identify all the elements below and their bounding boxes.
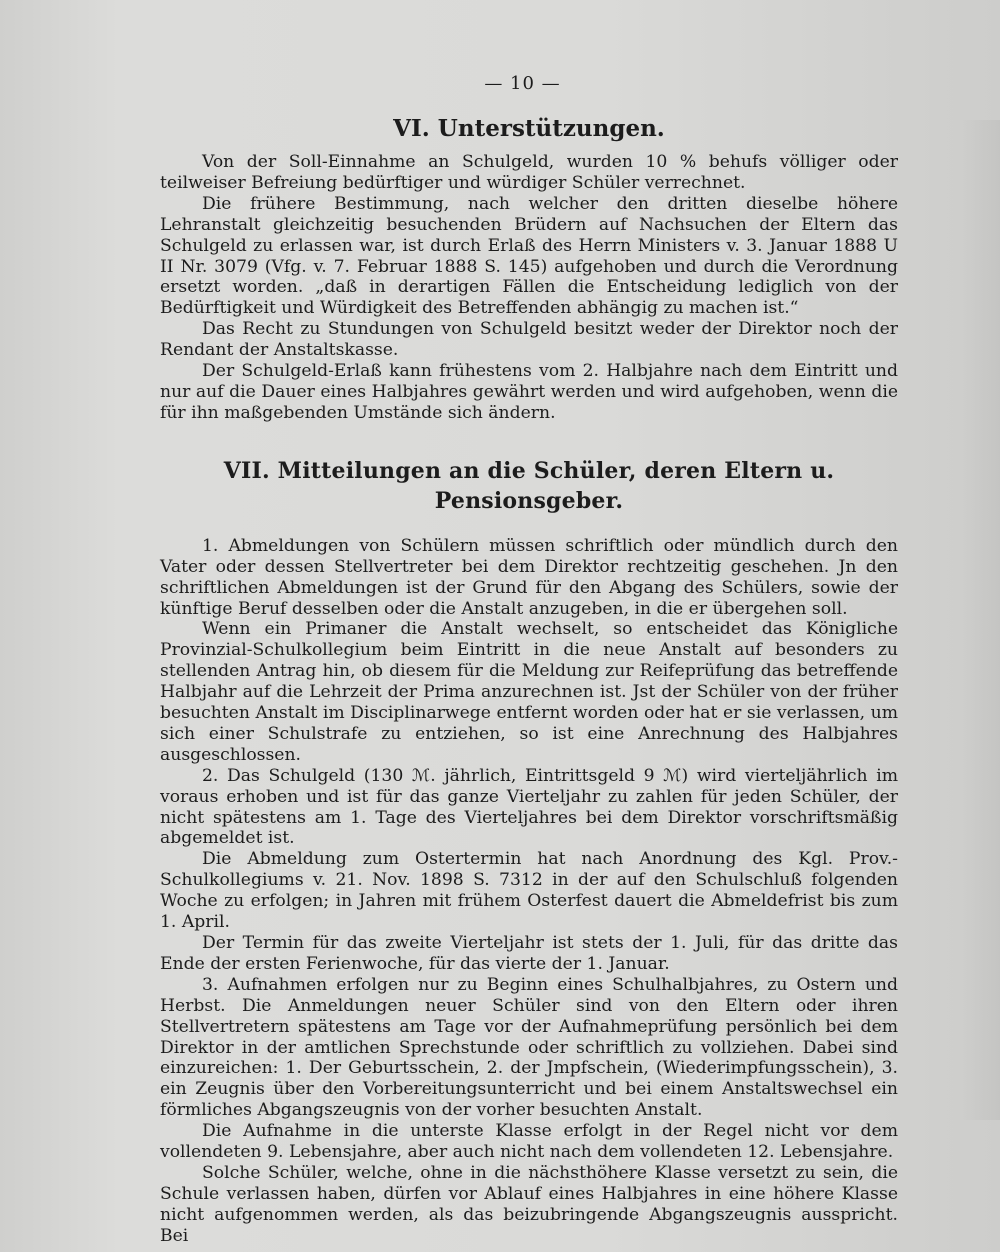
page-content — [160, 110, 898, 1247]
section-vi-heading: VI. Unterstützungen. — [393, 115, 665, 142]
section-vii-paragraph-1: 1. Abmeldungen von Schülern müssen schriftlich oder mündlich durch den Vater oder dessen Stellvertreter bei dem Direktor rechtzeitig geschehen. Jn den schriftlichen Abmeldungen ist der Grund für den Abgang des Schülers, sowie der künftige Beruf desselben oder die Anstalt anzugeben, in die er übergehen soll. — [160, 535, 898, 619]
section-vii-paragraph-3: 2. Das Schulgeld (130 ℳ. jährlich, Eintrittsgeld 9 ℳ) wird vierteljährlich im voraus erhoben und ist für das ganze Vierteljahr zu zahlen für jeden Schüler, der nicht spätestens am 1. Tage des Vierteljahres bei dem Direktor vorschriftsmäßig abgemeldet ist. — [160, 765, 898, 849]
section-vii-paragraph-8: Solche Schüler, welche, ohne in die nächsthöhere Klasse versetzt zu sein, die Schule verlassen haben, dürfen vor Ablauf eines Halbjahres in eine höhere Klasse nicht aufgenommen werden, als das beizubringende Abgangszeugnis ausspricht. Bei — [160, 1162, 898, 1246]
section-vii-paragraph-6: 3. Aufnahmen erfolgen nur zu Beginn eines Schulhalbjahres, zu Ostern und Herbst. Die Anmeldungen neuer Schüler sind von den Eltern oder ihren Stellvertretern spätestens am Tage vor der Aufnahmeprüfung persönlich bei dem Direktor in der amtlichen Sprechstunde oder schriftlich zu vollziehen. Dabei sind einzureichen: 1. Der Geburtsschein, 2. der Jmpfschein, (Wiederimpfungsschein), 3. ein Zeugnis über den Vorbereitungsunterricht und bei einem Anstaltswechsel ein förmliches Abgangszeugnis von der vorher besuchten Anstalt. — [160, 974, 898, 1121]
section-vi-paragraph-4: Der Schulgeld-Erlaß kann frühestens vom 2. Halbjahre nach dem Eintritt und nur auf die Dauer eines Halbjahres gewährt werden und wird aufgehoben, wenn die für ihn maßgebenden Umstände sich ändern. — [160, 361, 898, 423]
section-vii-paragraph-7: Die Aufnahme in die unterste Klasse erfolgt in der Regel nicht vor dem vollendeten 9. Lebensjahre, aber auch nicht nach dem vollendeten 12. Lebensjahre. — [160, 1121, 898, 1163]
section-vii-heading: VII. Mitteilungen an die Schüler, deren Eltern u. Pensionsgeber. — [223, 457, 835, 514]
section-vi-paragraph-1: Von der Soll-Einnahme an Schulgeld, wurden 10 % behufs völliger oder teilweiser Befreiung bedürftiger und würdiger Schüler verrechnet. — [160, 152, 898, 193]
section-vii-paragraph-2: Wenn ein Primaner die Anstalt wechselt, so entscheidet das Königliche Provinzial-Schulkollegium beim Eintritt in die neue Anstalt auf besonders zu stellenden Antrag hin, ob diesem für die Meldung zur Reifeprüfung das betreffende Halbjahr auf die Lehrzeit der Prima anzurechnen ist. Jst der Schüler von der früher besuchten Anstalt im Disciplinarwege entfernt worden oder hat er sie verlassen, um sich einer Schulstrafe zu entziehen, so ist eine Anrechnung des Halbjahres ausgeschlossen. — [160, 619, 898, 765]
section-vi-paragraph-2: Die frühere Bestimmung, nach welcher den dritten dieselbe höhere Lehranstalt gleichzeitig besuchenden Brüdern auf Nachsuchen der Eltern das Schulgeld zu erlassen war, ist durch Erlaß des Herrn Ministers v. 3. Januar 1888 U II Nr. 3079 (Vfg. v. 7. Februar 1888 S. 145) aufgehoben und durch die Verordnung ersetzt worden. „daß in derartigen Fällen die Entscheidung lediglich von der Bedürftigkeit und Würdigkeit des Betreffenden abhängig zu machen ist.“ — [160, 193, 898, 319]
section-vii-paragraph-4: Die Abmeldung zum Ostertermin hat nach Anordnung des Kgl. Prov.-Schulkollegiums v. 21. Nov. 1898 S. 7312 in der auf den Schulschluß folgenden Woche zu erfolgen; in Jahren mit frühem Osterfest dauert die Abmeldefrist bis zum 1. April. — [160, 849, 898, 933]
section-vi-paragraph-3: Das Recht zu Stundungen von Schulgeld besitzt weder der Direktor noch der Rendant der Anstaltskasse. — [160, 319, 898, 361]
page-number: — 10 — — [484, 73, 561, 94]
page-edge-shadow — [960, 120, 1000, 1120]
section-vii-paragraph-5: Der Termin für das zweite Vierteljahr ist stets der 1. Juli, für das dritte das Ende der ersten Ferienwoche, für das vierte der 1. Januar. — [160, 933, 898, 974]
